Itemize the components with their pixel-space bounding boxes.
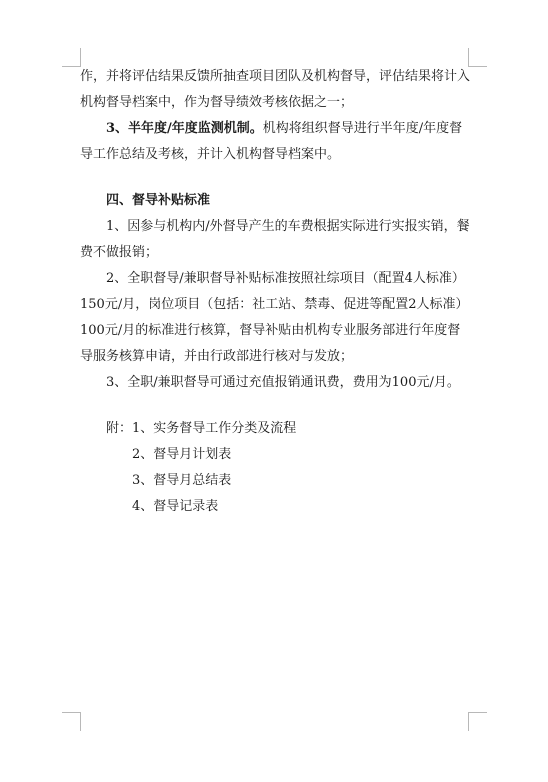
subsidy-item-2: 2、全职督导/兼职督导补贴标准按照社综项目（配置4人标准）150元/月，岗位项目（包括：社工站、禁毒、促进等配置2人标准）100元/月的标准进行核算，督导补贴由机构专业服务部进行年度督导服务核算申请，并由行政部进行核对与发放； xyxy=(80,271,469,364)
subsidy-item-1: 1、因参与机构内/外督导产生的车费根据实际进行实报实销，餐费不做报销； xyxy=(80,219,470,260)
document-body xyxy=(80,64,472,520)
crop-mark-bottom-right xyxy=(468,712,487,731)
section-heading-subsidy: 四、督导补贴标准 xyxy=(106,193,211,208)
monitoring-text: 机构将组织督导进行半年度/年度督导工作总结及考核，并计入机构督导档案中。 xyxy=(80,121,463,162)
attachment-item-2: 2、督导月计划表 xyxy=(132,447,232,462)
attachment-item-4: 4、督导记录表 xyxy=(132,499,219,514)
attachment-line-1 xyxy=(80,416,472,442)
subsidy-item-3: 3、全职/兼职督导可通过充值报销通讯费，费用为100元/月。 xyxy=(106,375,460,390)
paragraph-monitoring xyxy=(80,116,472,168)
attachment-label: 附： xyxy=(106,421,133,436)
crop-mark-bottom-left xyxy=(62,712,81,731)
paragraph-evaluation: 作，并将评估结果反馈所抽查项目团队及机构督导，评估结果将计入机构督导档案中，作为督导绩效考核依据之一； xyxy=(80,69,471,110)
crop-mark-top-left xyxy=(62,48,81,67)
attachment-item-1: 1、实务督导工作分类及流程 xyxy=(132,421,297,436)
monitoring-lead: 3、半年度/年度监测机制。 xyxy=(106,121,263,136)
attachment-item-3: 3、督导月总结表 xyxy=(132,473,232,488)
